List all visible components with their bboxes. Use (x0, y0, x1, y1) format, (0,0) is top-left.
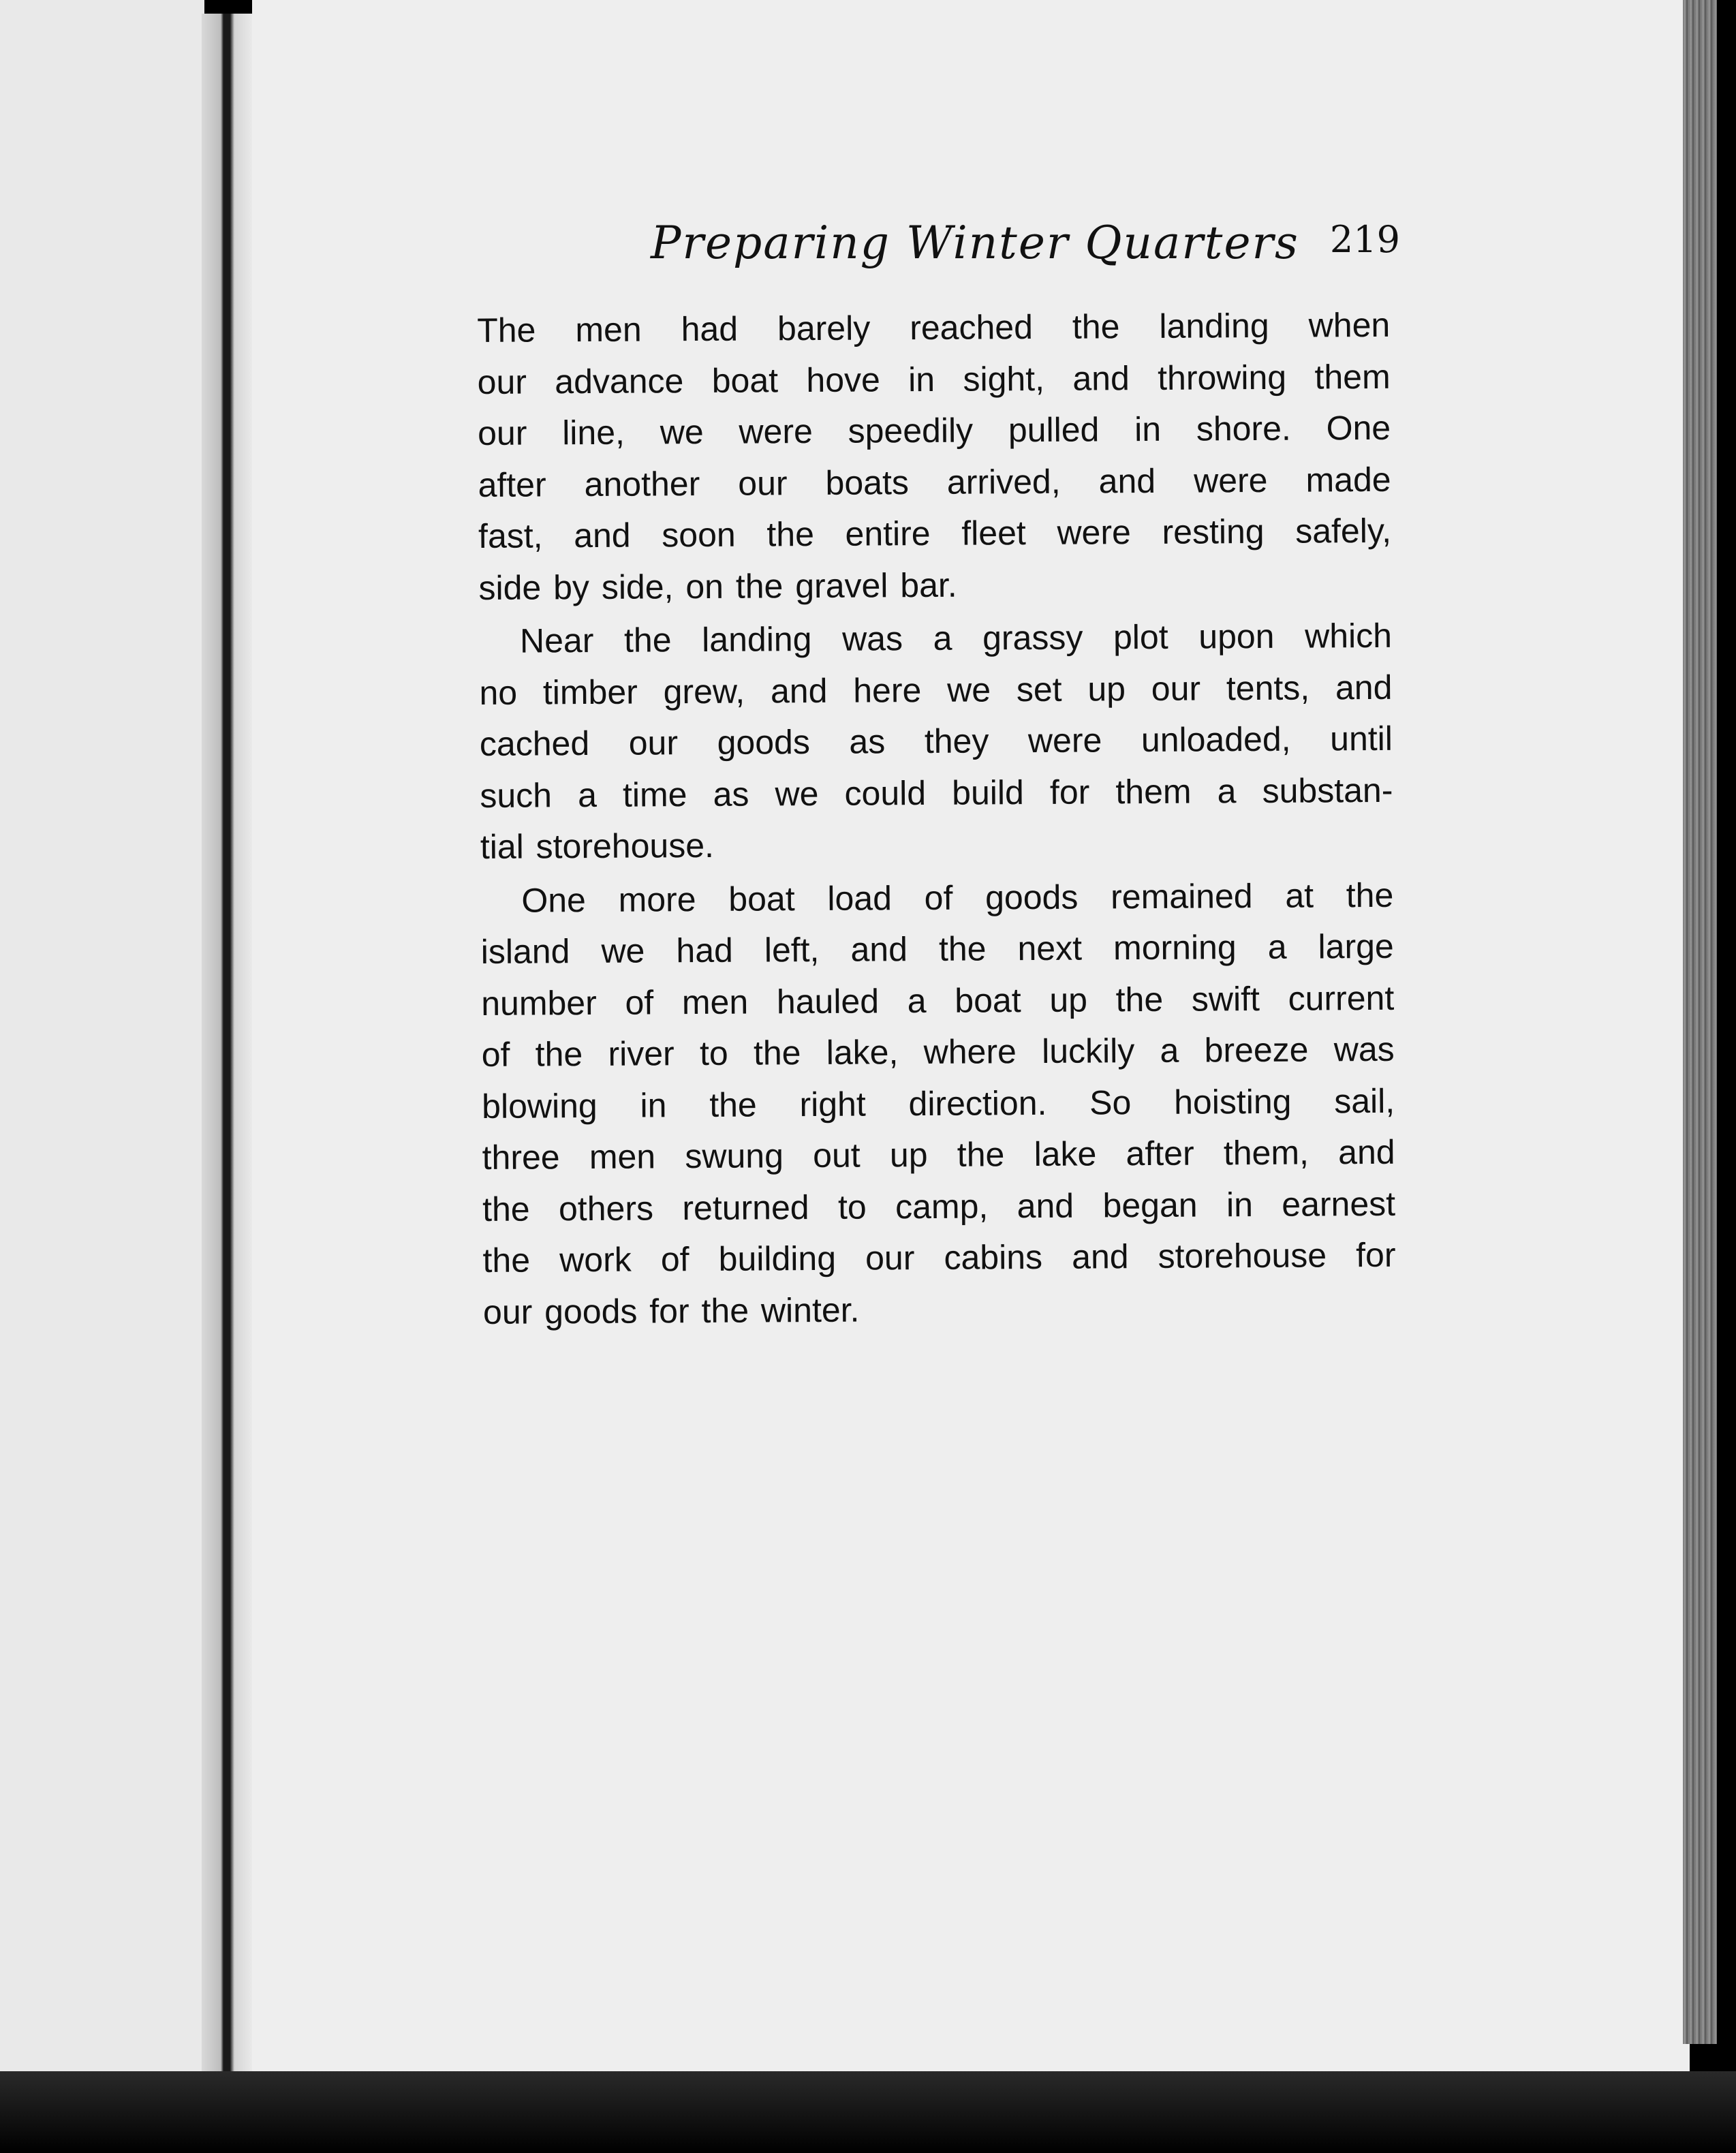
text-line: our advance boat hove in sight, and throwing them (477, 357, 1391, 401)
text-line: our line, we were speedily pulled in shore. One (477, 408, 1391, 452)
text-line: three men swung out up the lake after them, and (482, 1132, 1395, 1177)
text-line: cached our goods as they were unloaded, until (479, 719, 1393, 763)
text-line: our goods for the winter. (482, 1290, 860, 1331)
running-head (651, 217, 1400, 278)
left-page-margin (0, 0, 204, 2071)
text-line: tial storehouse. (480, 826, 715, 866)
text-line: number of men hauled a boat up the swift current (481, 978, 1395, 1023)
book-gutter (202, 14, 256, 2071)
text-line: after another our boats arrived, and were made (478, 460, 1391, 504)
text-line: blowing in the right direction. So hoisting sail, (482, 1081, 1395, 1126)
text-line: side by side, on the gravel bar. (478, 566, 957, 607)
text-line: One more boat load of goods remained at the (521, 876, 1394, 920)
paragraph-3 (480, 869, 1396, 1338)
text-line: of the river to the lake, where luckily a breeze was (481, 1029, 1395, 1074)
body-text (477, 300, 1396, 1338)
text-line: the others returned to camp, and began in earnest (482, 1184, 1396, 1228)
paragraph-1 (477, 300, 1392, 614)
paragraph-2 (479, 610, 1393, 873)
page-number: 219 (1329, 218, 1400, 261)
text-line: Near the landing was a grassy plot upon which (519, 616, 1393, 660)
running-head-title: Preparing Winter Quarters (651, 217, 1299, 269)
text-line: fast, and soon the entire fleet were resting safely, (478, 511, 1392, 555)
scan-border (0, 2071, 1736, 2153)
page-edges (1683, 0, 1717, 2044)
text-line: The men had barely reached the landing when (477, 305, 1391, 350)
text-line: no timber grew, and here we set up our tents, and (479, 668, 1393, 712)
text-line: such a time as we could build for them a substan- (480, 771, 1393, 815)
text-line: the work of building our cabins and storehouse for (482, 1235, 1396, 1280)
text-line: island we had left, and the next morning a large (480, 927, 1394, 971)
